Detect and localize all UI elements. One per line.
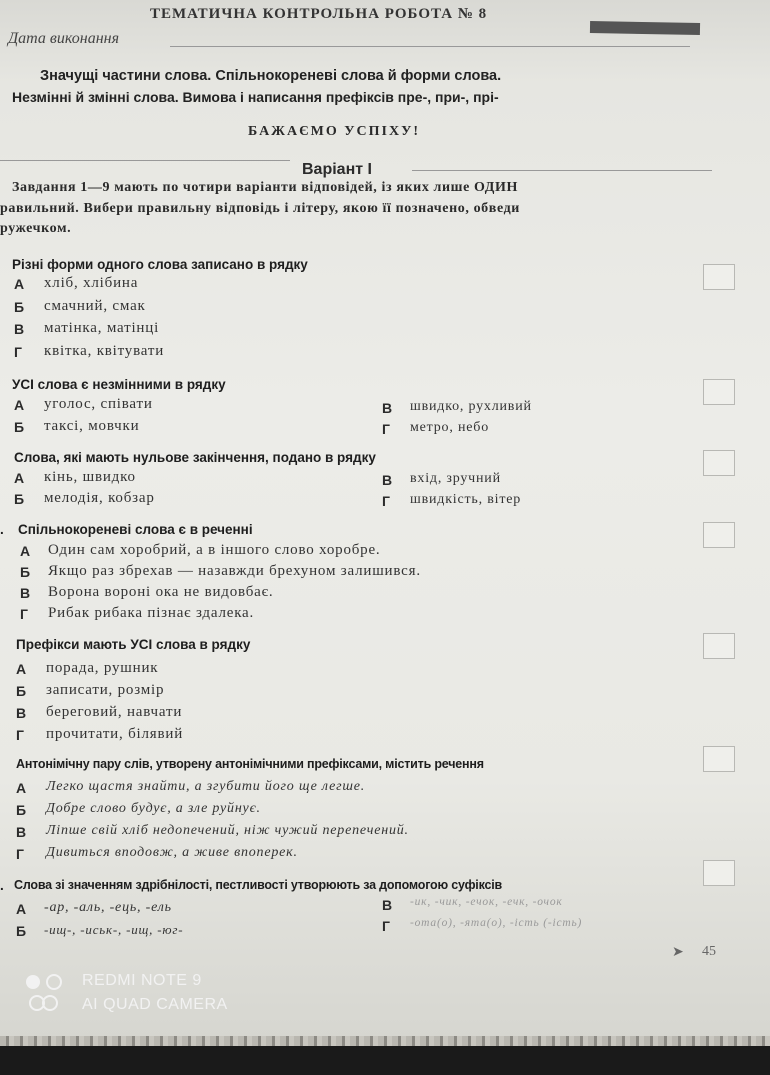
q5-option-b-text: записати, розмір xyxy=(46,682,165,698)
q1-option-b-text: смачний, смак xyxy=(44,298,146,314)
date-label: Дата виконання xyxy=(8,30,119,47)
q1-option-c-text: матінка, матінці xyxy=(44,320,160,336)
topic-line-2: Незмінні й змінні слова. Вимова і написання префіксів пре-, при-, прі- xyxy=(12,89,499,105)
q3-option-d-letter[interactable]: Г xyxy=(382,493,390,509)
q4-option-d-text: Рибак рибака пізнає здалека. xyxy=(48,605,255,621)
q3-option-c-letter[interactable]: В xyxy=(382,472,393,488)
q6-option-a-text: Легко щастя знайти, а згубити його ще легше. xyxy=(46,779,366,794)
q1-option-d-letter[interactable]: Г xyxy=(14,344,22,360)
question-2-text: УСІ слова є незмінними в рядку xyxy=(12,377,226,392)
q1-option-d-text: квітка, квітувати xyxy=(44,343,165,359)
q6-option-d-text: Дивиться вподовж, а живе впоперек. xyxy=(46,845,298,860)
q2-option-d-text: метро, небо xyxy=(410,420,489,435)
q7-option-a-text: -ар, -аль, -ець, -ель xyxy=(44,900,172,915)
camera-dots-icon xyxy=(24,973,68,1013)
q4-option-a-letter[interactable]: А xyxy=(20,543,31,559)
q2-option-c-text: швидко, рухливий xyxy=(410,399,532,414)
instructions-line-2: равильний. Вибери правильну відповідь і літеру, якою її позначено, обведи xyxy=(0,201,520,216)
q4-option-a-text: Один сам хоробрий, а в іншого слово хоробре. xyxy=(48,542,381,558)
q4-option-b-text: Якщо раз збрехав — назавжди брехуном залишився. xyxy=(48,563,421,579)
q3-option-a-text: кінь, швидко xyxy=(44,469,136,485)
question-3-text: Слова, які мають нульове закінчення, подано в рядку xyxy=(14,450,376,465)
question-5-text: Префікси мають УСІ слова в рядку xyxy=(16,637,251,652)
q1-option-a-text: хліб, хлібина xyxy=(44,275,139,291)
variant-rule-right xyxy=(412,170,712,171)
q4-option-c-text: Ворона вороні ока не видовбає. xyxy=(48,584,274,600)
q1-option-c-letter[interactable]: В xyxy=(14,321,25,337)
q6-option-a-letter[interactable]: А xyxy=(16,780,27,796)
variant-rule-left xyxy=(0,160,290,161)
q4-option-c-letter[interactable]: В xyxy=(20,585,31,601)
question-7-number: . xyxy=(0,878,4,893)
q3-option-c-text: вхід, зручний xyxy=(410,471,501,486)
q3-option-d-text: швидкість, вітер xyxy=(410,492,522,507)
q3-option-b-text: мелодія, кобзар xyxy=(44,490,155,506)
page-arrow-icon: ➤ xyxy=(672,945,684,960)
q7-option-b-text: -ищ-, -иськ-, -ищ, -юг- xyxy=(44,922,184,937)
topic-line-1: Значущі частини слова. Спільнокореневі слова й форми слова. xyxy=(40,68,502,84)
q7-option-b-letter[interactable]: Б xyxy=(16,923,27,939)
q4-option-d-letter[interactable]: Г xyxy=(20,606,28,622)
q5-option-c-letter[interactable]: В xyxy=(16,705,27,721)
question-7-text: Слова зі значенням здрібнілості, пестливості утворюють за допомогою суфіксів xyxy=(14,878,502,892)
question-6-answer-box[interactable] xyxy=(703,746,735,772)
q5-option-b-letter[interactable]: Б xyxy=(16,683,27,699)
page-number: 45 xyxy=(702,944,716,959)
variant-label: Варіант І xyxy=(302,161,372,178)
q5-option-d-letter[interactable]: Г xyxy=(16,727,24,743)
q7-option-c-letter[interactable]: В xyxy=(382,897,393,913)
q6-option-b-text: Добре слово будує, а зле руйнує. xyxy=(46,801,261,816)
watermark-camera: AI QUAD CAMERA xyxy=(82,996,228,1013)
q7-option-d-letter[interactable]: Г xyxy=(382,918,390,934)
wish-text: БАЖАЄМО УСПІХУ! xyxy=(248,124,421,139)
question-2-answer-box[interactable] xyxy=(703,379,735,405)
q7-option-a-letter[interactable]: А xyxy=(16,901,27,917)
q7-option-d-text: -ота(о), -ята(о), -ість (-ість) xyxy=(410,917,583,929)
question-1-answer-box[interactable] xyxy=(703,264,735,290)
q6-option-b-letter[interactable]: Б xyxy=(16,802,27,818)
q1-option-a-letter[interactable]: А xyxy=(14,276,25,292)
q1-option-b-letter[interactable]: Б xyxy=(14,299,25,315)
instructions-line-1: Завдання 1—9 мають по чотири варіанти відповідей, із яких лише ОДИН xyxy=(12,180,518,195)
question-5-answer-box[interactable] xyxy=(703,633,735,659)
q2-option-a-text: уголос, співати xyxy=(44,396,153,412)
q3-option-b-letter[interactable]: Б xyxy=(14,491,25,507)
question-7-answer-box[interactable] xyxy=(703,860,735,886)
instructions-line-3: ружечком. xyxy=(0,221,72,236)
q6-option-c-text: Ліпше свій хліб недопечений, ніж чужий перепечений. xyxy=(46,823,409,838)
question-4-answer-box[interactable] xyxy=(703,522,735,548)
question-6-text: Антонімічну пару слів, утворену антонімічними префіксами, містить речення xyxy=(16,757,484,771)
date-line xyxy=(170,46,690,47)
q2-option-d-letter[interactable]: Г xyxy=(382,421,390,437)
question-3-answer-box[interactable] xyxy=(703,450,735,476)
q2-option-c-letter[interactable]: В xyxy=(382,400,393,416)
question-4-text: Спільнокореневі слова є в реченні xyxy=(18,522,253,537)
page-bottom-edge xyxy=(0,1036,770,1046)
q2-option-b-text: таксі, мовчки xyxy=(44,418,140,434)
q7-option-c-text: -ик, -чик, -ечок, -ечк, -очок xyxy=(410,896,563,908)
q5-option-a-letter[interactable]: А xyxy=(16,661,27,677)
watermark-model: REDMI NOTE 9 xyxy=(82,972,202,989)
q3-option-a-letter[interactable]: А xyxy=(14,470,25,486)
q4-option-b-letter[interactable]: Б xyxy=(20,564,31,580)
q5-option-a-text: порада, рушник xyxy=(46,660,159,676)
q5-option-c-text: береговий, навчати xyxy=(46,704,183,720)
q2-option-b-letter[interactable]: Б xyxy=(14,419,25,435)
q5-option-d-text: прочитати, білявий xyxy=(46,726,184,742)
q6-option-d-letter[interactable]: Г xyxy=(16,846,24,862)
q6-option-c-letter[interactable]: В xyxy=(16,824,27,840)
question-4-number: . xyxy=(0,522,4,537)
test-title: ТЕМАТИЧНА КОНТРОЛЬНА РОБОТА № 8 xyxy=(150,6,488,22)
question-1-text: Різні форми одного слова записано в рядку xyxy=(12,257,308,272)
q2-option-a-letter[interactable]: А xyxy=(14,397,25,413)
header-bar xyxy=(590,21,700,35)
